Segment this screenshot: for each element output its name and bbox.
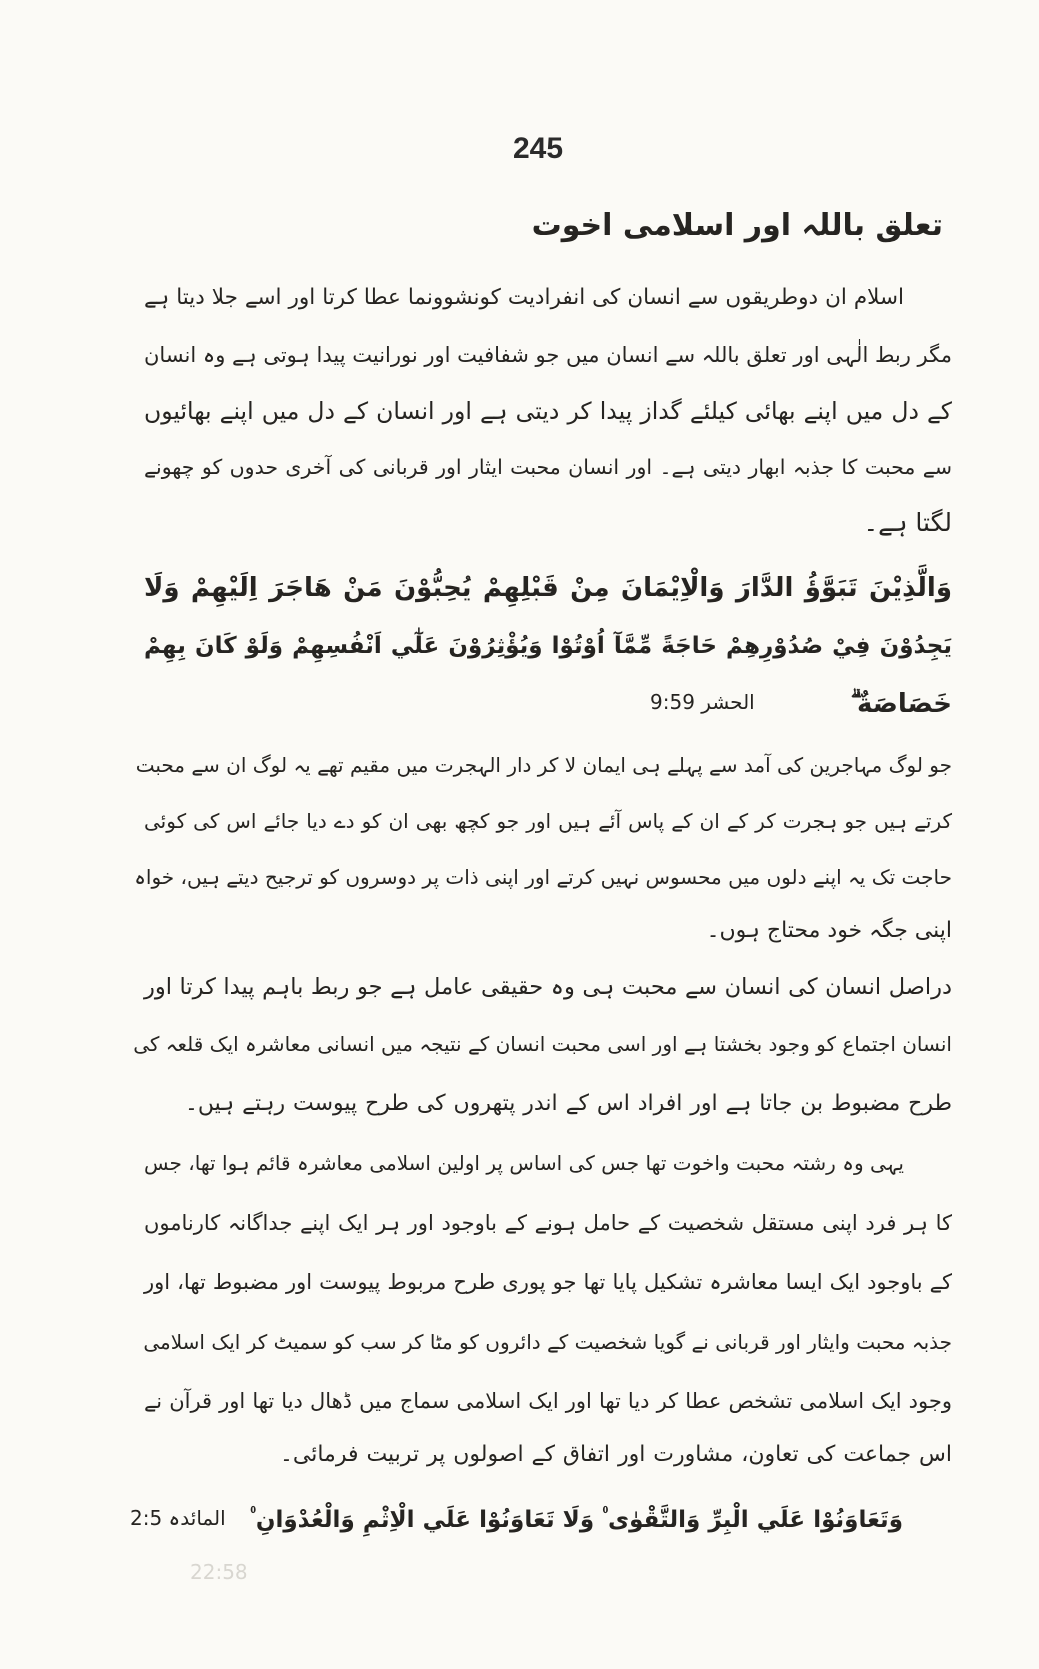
verse-reference: الحشر 9:59 — [650, 690, 755, 714]
bleed-through-text: 22:58 — [190, 1560, 248, 1584]
para2-line: طرح مضبوط بن جاتا ہے اور افراد اس کے اندر پتھروں کی طرح پیوست رہتے ہیں۔ — [185, 1091, 952, 1116]
para3-line: جذبہ محبت وایثار اور قربانی نے گویا شخصیت کے دائروں کو مٹا کر سب کو سمیٹ کر ایک اسلامی — [143, 1330, 952, 1354]
translation-line: حاجت تک یہ اپنے دلوں میں محسوس نہیں کرتے اور اپنی ذات پر دوسروں کو ترجیح دیتے ہیں، خواہ — [134, 865, 952, 889]
para3-line: کے باوجود ایک ایسا معاشرہ تشکیل پایا تھا جو پوری طرح مربوط پیوست اور مضبوط تھا، اور — [144, 1270, 952, 1294]
section-heading: تعلق باللہ اور اسلامی اخوت — [531, 208, 943, 243]
para1-line: کے دل میں اپنے بھائی کیلئے گداز پیدا کر دیتی ہے اور انسان کے دل میں اپنے بھائیوں — [144, 397, 952, 425]
page-number: 245 — [512, 132, 564, 165]
para3-line: وجود ایک اسلامی تشخص عطا کر دیا تھا اور ایک اسلامی سماج میں ڈھال دیا تھا اور قرآن نے — [144, 1389, 952, 1413]
quran-verse-line: وَالَّذِيْنَ تَبَوَّؤُ الدَّارَ وَالْاِيْمَانَ مِنْ قَبْلِهِمْ يُحِبُّوْنَ مَنْ هَاجَرَ اِلَيْهِمْ وَلَا — [144, 573, 952, 603]
para3-line: کا ہر فرد اپنی مستقل شخصیت کے حامل ہونے کے باوجود اور ہر ایک اپنے جداگانہ کارناموں — [144, 1211, 952, 1235]
translation-line: کرتے ہیں جو ہجرت کر کے ان کے پاس آئے ہیں اور جو کچھ بھی ان کو دے دیا جائے اس کی کوئی — [144, 809, 952, 833]
para1-line: مگر ربط الٰہی اور تعلق باللہ سے انسان میں جو شفافیت اور نورانیت پیدا ہوتی ہے وہ انسان — [144, 343, 952, 367]
quran-verse-line: خَصَاصَةٌ ۗ — [850, 689, 952, 719]
para1-line: لگتا ہے۔ — [863, 508, 952, 537]
para2-line: دراصل انسان کی انسان سے محبت ہی وہ حقیقی عامل ہے جو ربط باہم پیدا کرتا اور — [144, 974, 952, 1000]
para1-line: اسلام ان دوطریقوں سے انسان کی انفرادیت کونشوونما عطا کرتا اور اسے جلا دیتا ہے — [144, 285, 904, 310]
quran-verse-line: وَتَعَاوَنُوْا عَلَي الْبِرِّ وَالتَّقْوٰى ۠ وَلَا تَعَاوَنُوْا عَلَي الْاِثْمِ وَالْعُدْوَانِ ۠ — [250, 1507, 903, 1533]
para1-line: سے محبت کا جذبہ ابھار دیتی ہے۔ اور انسان محبت ایثار اور قربانی کی آخری حدوں کو چھونے — [144, 455, 952, 479]
para3-line: اس جماعت کی تعاون، مشاورت اور اتفاق کے اصولوں پر تربیت فرمائی۔ — [280, 1442, 952, 1467]
quran-verse-line: يَجِدُوْنَ فِيْ صُدُوْرِهِمْ حَاجَةً مِّمَّآ اُوْتُوْا وَيُؤْثِرُوْنَ عَلٰٓي اَنْفُسِهِمْ وَلَوْ كَانَ بِهِمْ — [144, 633, 952, 659]
translation-line: جو لوگ مہاجرین کی آمد سے پہلے ہی ایمان لا کر دار الہجرت میں مقیم تھے یہ لوگ ان سے محبت — [135, 753, 952, 777]
verse-reference: المائدہ 2:5 — [130, 1506, 226, 1530]
para3-line: یہی وہ رشتہ محبت واخوت تھا جس کی اساس پر اولین اسلامی معاشرہ قائم ہوا تھا، جس — [144, 1151, 904, 1175]
translation-line: اپنی جگہ خود محتاج ہوں۔ — [706, 918, 952, 943]
para2-line: انسان اجتماع کو وجود بخشتا ہے اور اسی محبت انسان کے نتیجہ میں انسانی معاشرہ ایک قلعہ کی — [133, 1032, 952, 1056]
